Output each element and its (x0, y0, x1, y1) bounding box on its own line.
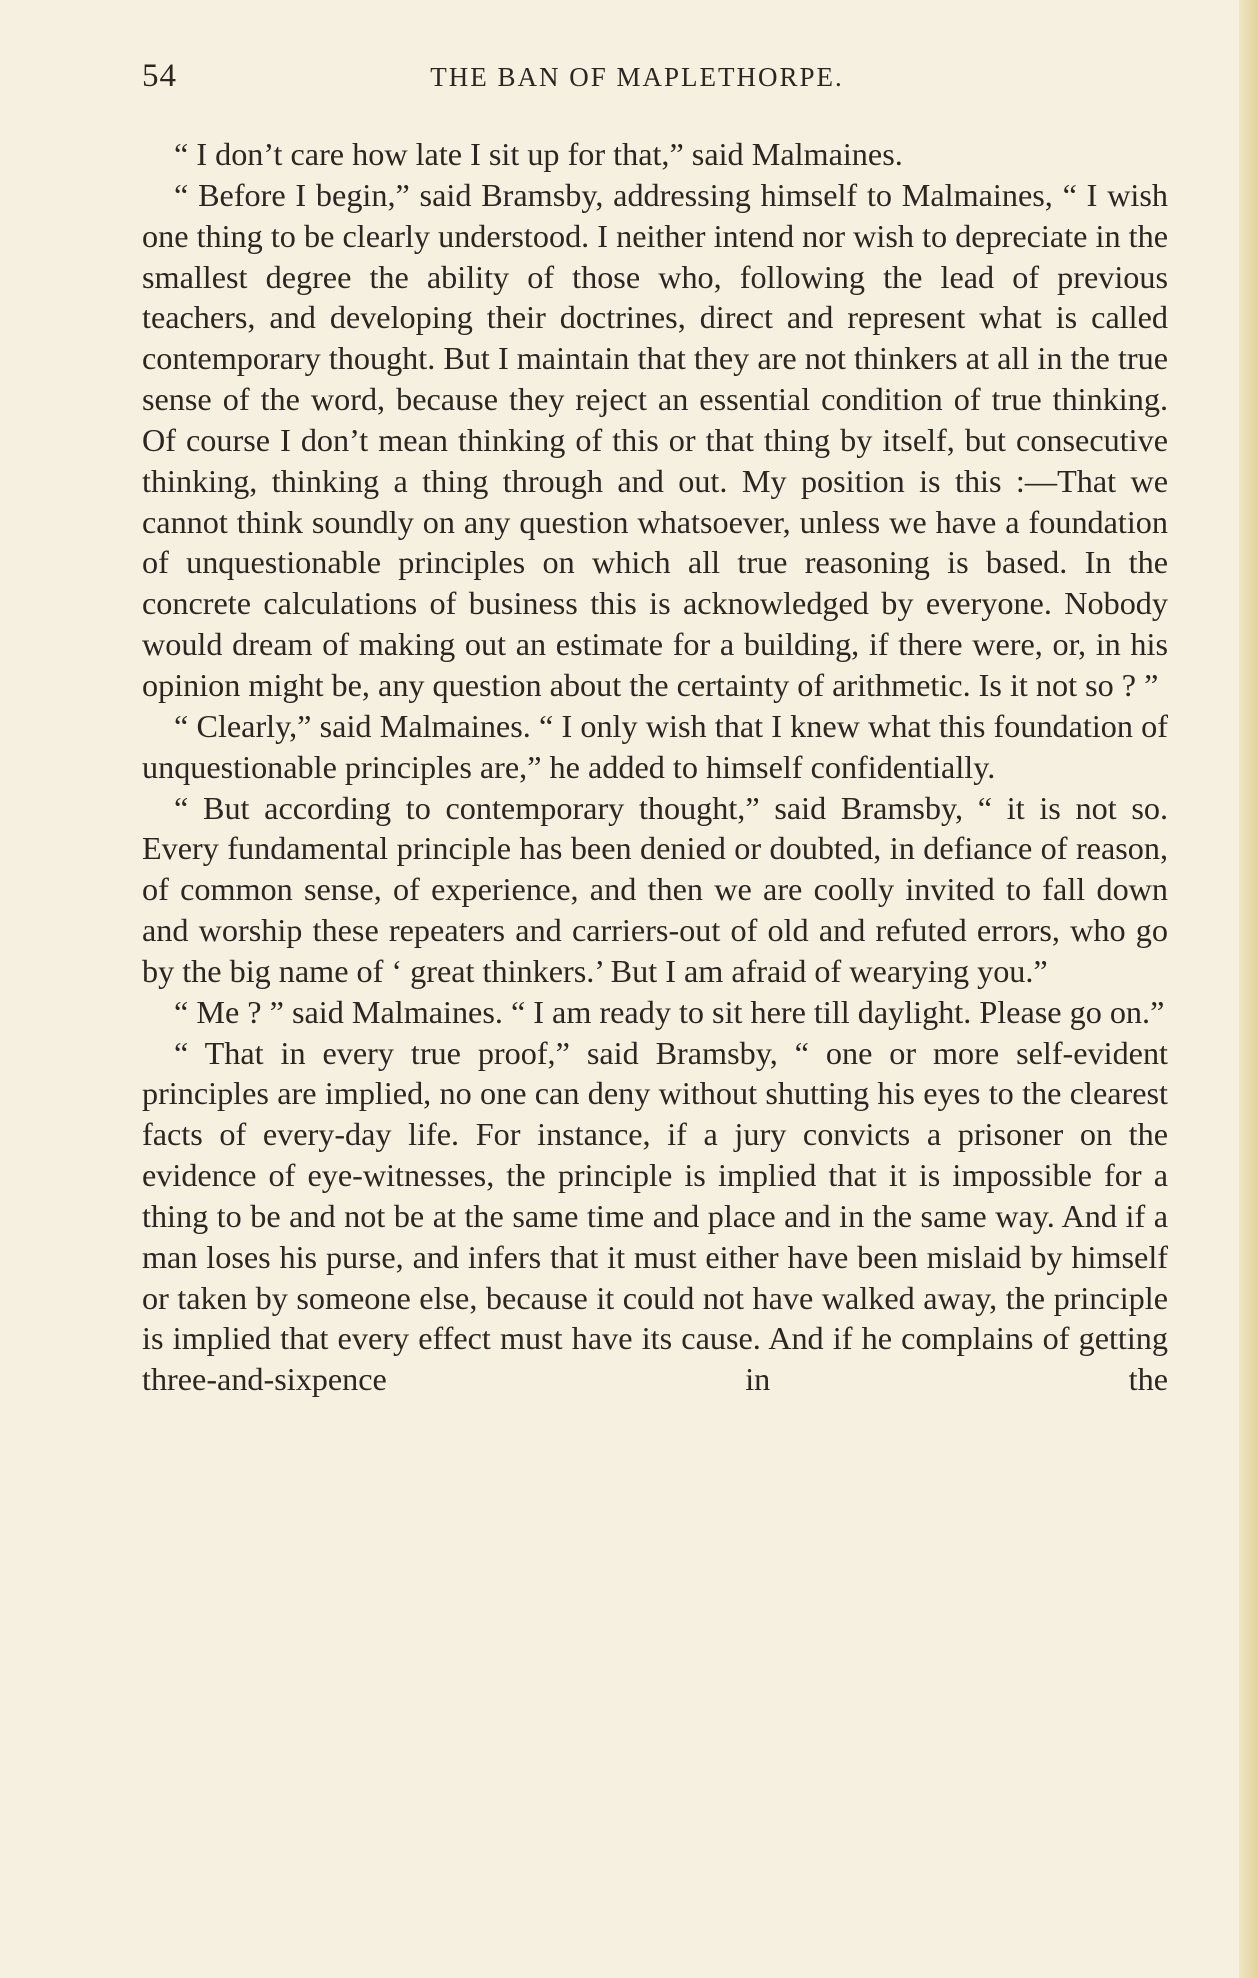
page-header (142, 58, 1132, 102)
page-edge (1239, 0, 1257, 1978)
paragraph: “ That in every true proof,” said Bramsby, “ one or more self-evident principles are implied, no one can deny without shutting his eyes to the clearest facts of every-day life. For instance, if a jury convicts a prisoner on the evidence of eye-witnesses, the principle is implied that it is impossible for a thing to be and not be at the same time and place and in the same way. And if a man loses his purse, and infers that it must either have been mislaid by himself or taken by someone else, because it could not have walked away, the principle is implied that every effect must have its cause. And if he complains of getting three-and-sixpence in the (142, 1034, 1168, 1398)
paragraph: “ Before I begin,” said Bramsby, addressing himself to Malmaines, “ I wish one thing to be clearly understood. I neither intend nor wish to depreciate in the smallest degree the ability of those who, following the lead of previous teachers, and developing their doctrines, direct and represent what is called contemporary thought. But I maintain that they are not thinkers at all in the true sense of the word, because they reject an essential condition of true thinking. Of course I don’t mean thinking of this or that thing by itself, but consecutive thinking, thinking a thing through and out. My position is this :—That we cannot think soundly on any question whatsoever, unless we have a foundation of unquestionable principles on which all true reasoning is based. In the concrete calculations of business this is acknowledged by everyone. Nobody would dream of making out an estimate for a building, if there were, or, in his opinion might be, any question about the certainty of arithmetic. Is it not so ? ” (142, 176, 1168, 703)
running-title: THE BAN OF MAPLETHORPE. (430, 62, 844, 92)
paragraph: “ Clearly,” said Malmaines. “ I only wish that I knew what this foundation of unquestionable principles are,” he added to himself confidentially. (142, 707, 1168, 785)
page-number: 54 (142, 58, 177, 94)
paragraph: “ Me ? ” said Malmaines. “ I am ready to sit here till daylight. Please go on.” (174, 993, 1165, 1030)
paragraph: “ I don’t care how late I sit up for that,” said Malmaines. (174, 136, 903, 172)
paragraph: “ But according to contemporary thought,” said Bramsby, “ it is not so. Every fundamental principle has been denied or doubted, in defiance of reason, of common sense, of experience, and then we are coolly invited to fall down and worship these repeaters and carriers-out of old and refuted errors, who go by the big name of ‘ great thinkers.’ But I am afraid of wearying you.” (142, 789, 1168, 989)
body-text (142, 134, 1168, 1400)
